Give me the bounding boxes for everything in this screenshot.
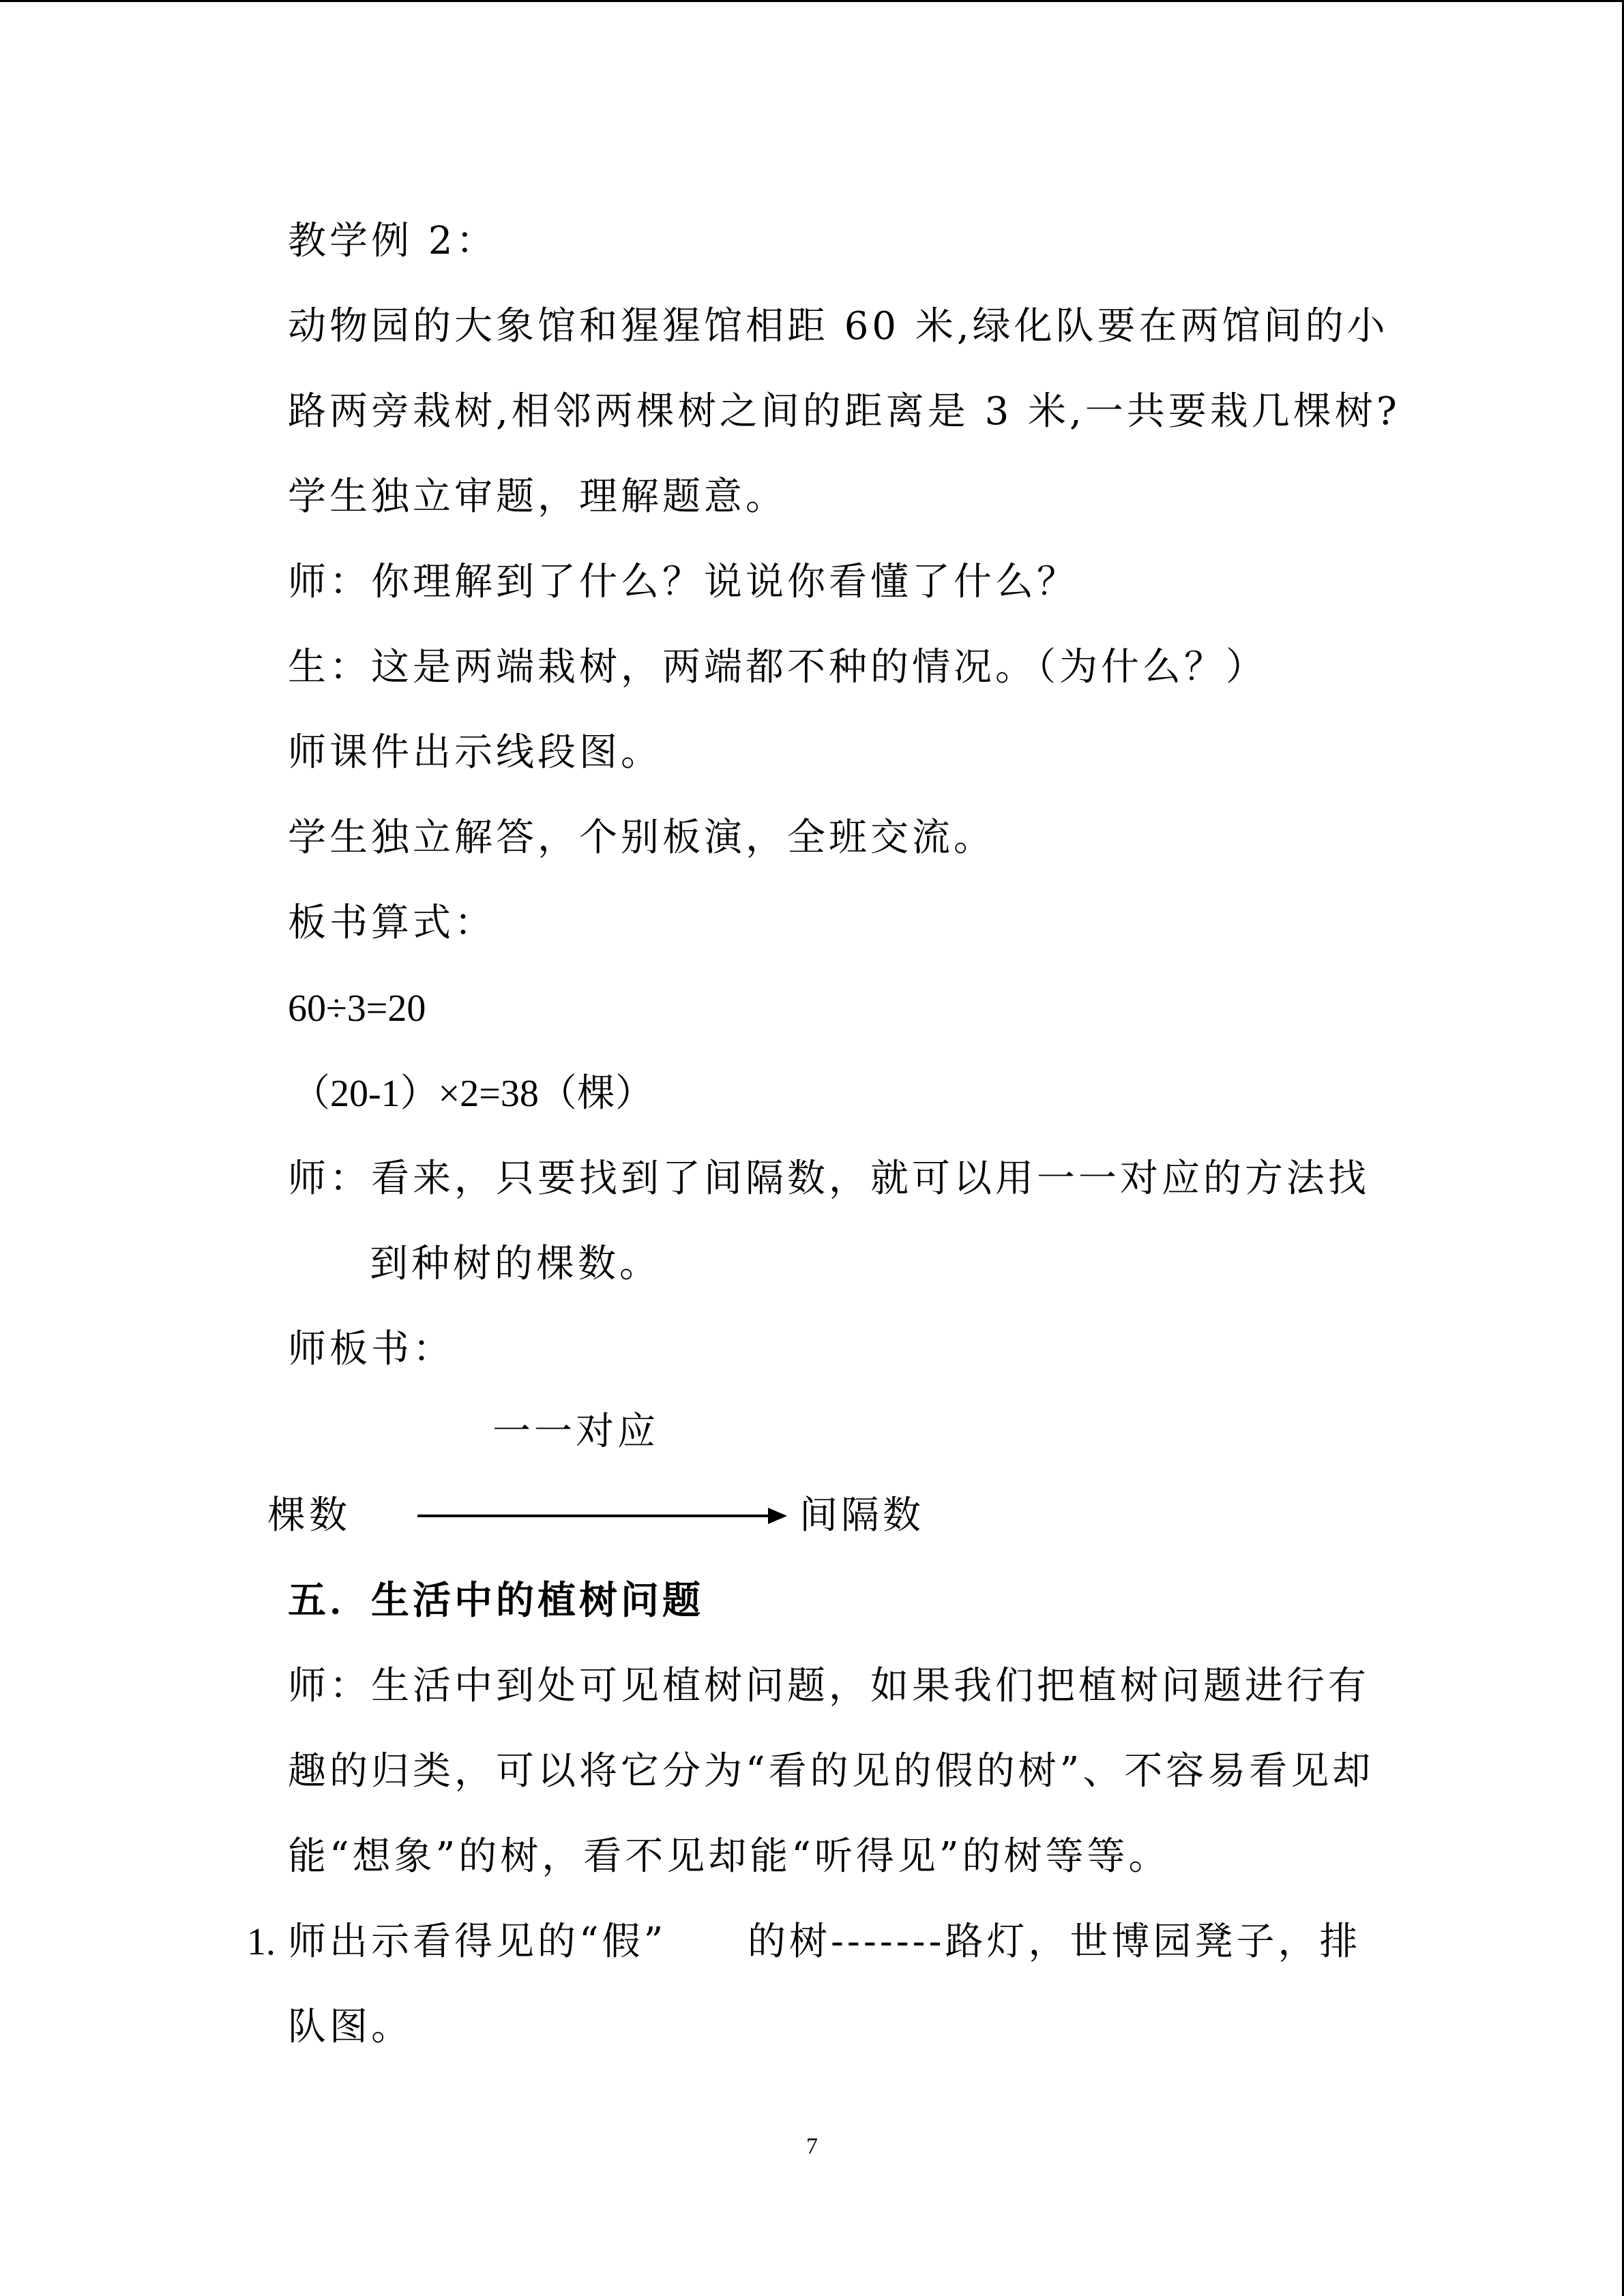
diagram-right-label: 间隔数	[799, 1493, 924, 1538]
dialogue-line: 师：看来，只要找到了间隔数，就可以用一一对应的方法找	[288, 1157, 1370, 1201]
paragraph-line: 师：生活中到处可见植树问题，如果我们把植树问题进行有	[288, 1664, 1370, 1708]
dialogue-line: 生：这是两端栽树，两端都不种的情况。（为什么？）	[288, 645, 1267, 689]
formula-line: 60÷3=20	[288, 987, 426, 1030]
page-number: 7	[806, 2134, 818, 2159]
text-line: 板书算式：	[288, 901, 496, 945]
paragraph-line: 趣的归类，可以将它分为“看的见的假的树”、不容易看见却	[288, 1749, 1374, 1793]
dialogue-line: 师：你理解到了什么？说说你看懂了什么？	[288, 560, 1078, 604]
arrow-head-icon	[768, 1508, 787, 1524]
list-item-number: 1.	[247, 1921, 276, 1963]
text-line: 师课件出示线段图。	[288, 730, 662, 775]
problem-line-1: 动物园的大象馆和猩猩馆相距 60 米,绿化队要在两馆间的小	[288, 304, 1389, 348]
example-title: 教学例 2：	[288, 219, 498, 263]
dialogue-line-continued: 到种树的棵数。	[370, 1242, 661, 1286]
section-heading: 五．生活中的植树问题	[288, 1579, 704, 1623]
list-item-text: 师出示看得见的“假”	[288, 1920, 667, 1964]
text-line: 师板书：	[288, 1327, 454, 1371]
diagram-top-label: 一一对应	[492, 1410, 659, 1454]
page-border-top	[0, 0, 1624, 2]
formula-line: （20-1）×2=38（棵）	[292, 1073, 653, 1115]
diagram-left-label: 棵数	[267, 1493, 351, 1538]
list-item-text: 队图。	[288, 2005, 413, 2049]
text-line: 学生独立审题，理解题意。	[288, 475, 787, 519]
arrow-line	[417, 1515, 779, 1517]
problem-line-2: 路两旁栽树,相邻两棵树之间的距离是 3 米,一共要栽几棵树?	[288, 389, 1400, 434]
paragraph-line: 能“想象”的树，看不见却能“听得见”的树等等。	[288, 1834, 1170, 1879]
text-line: 学生独立解答，个别板演，全班交流。	[288, 816, 995, 860]
list-item-text: 的树-------路灯，世博园凳子，排	[748, 1920, 1361, 1964]
